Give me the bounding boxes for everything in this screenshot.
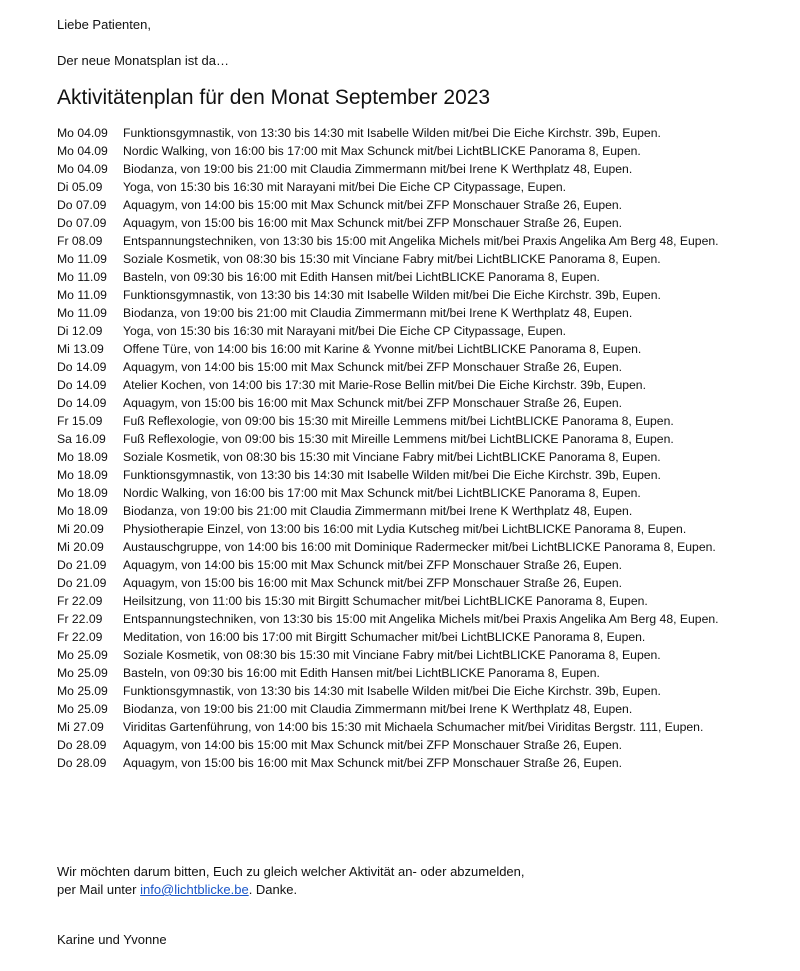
request-suffix: . Danke.: [248, 882, 298, 897]
entry-date: Mo 18.09: [57, 504, 108, 518]
greeting: Liebe Patienten,: [57, 17, 151, 32]
entry-description: Aquagym, von 14:00 bis 15:00 mit Max Schunck mit/bei ZFP Monschauer Straße 26, Eupen.: [123, 558, 623, 572]
entry-date: Mo 25.09: [57, 702, 108, 716]
schedule-entry: [57, 430, 777, 448]
entry-date: Mo 04.09: [57, 144, 108, 158]
entry-description: Fuß Reflexologie, von 09:00 bis 15:30 mit Mireille Lemmens mit/bei LichtBLICKE Panorama 8, Eupen.: [123, 414, 674, 428]
entry-date: Mi 20.09: [57, 522, 104, 536]
entry-date: Do 21.09: [57, 576, 107, 590]
entry-description: Biodanza, von 19:00 bis 21:00 mit Claudia Zimmermann mit/bei Irene K Werthplatz 48, Eupen.: [123, 702, 633, 716]
signature: Karine und Yvonne: [57, 932, 167, 947]
entry-date: Fr 22.09: [57, 630, 103, 644]
entry-description: Biodanza, von 19:00 bis 21:00 mit Claudia Zimmermann mit/bei Irene K Werthplatz 48, Eupen.: [123, 504, 633, 518]
entry-date: Mi 27.09: [57, 720, 104, 734]
entry-description: Basteln, von 09:30 bis 16:00 mit Edith Hansen mit/bei LichtBLICKE Panorama 8, Eupen.: [123, 270, 600, 284]
schedule-entry: [57, 268, 777, 286]
entry-date: Mo 18.09: [57, 486, 108, 500]
schedule-entry: [57, 466, 777, 484]
entry-date: Do 14.09: [57, 378, 107, 392]
entry-description: Physiotherapie Einzel, von 13:00 bis 16:00 mit Lydia Kutscheg mit/bei LichtBLICKE Panorama 8, Eupen.: [123, 522, 687, 536]
entry-date: Mi 20.09: [57, 540, 104, 554]
entry-description: Entspannungstechniken, von 13:30 bis 15:00 mit Angelika Michels mit/bei Praxis Angelika Am Berg 48, Eupen.: [123, 234, 719, 248]
entry-description: Atelier Kochen, von 14:00 bis 17:30 mit Marie-Rose Bellin mit/bei Die Eiche Kirchstr. 39b, Eupen.: [123, 378, 646, 392]
entry-date: Fr 15.09: [57, 414, 103, 428]
entry-date: Mo 04.09: [57, 126, 108, 140]
entry-description: Aquagym, von 14:00 bis 15:00 mit Max Schunck mit/bei ZFP Monschauer Straße 26, Eupen.: [123, 198, 623, 212]
entry-description: Fuß Reflexologie, von 09:00 bis 15:30 mit Mireille Lemmens mit/bei LichtBLICKE Panorama 8, Eupen.: [123, 432, 674, 446]
schedule-entry: [57, 412, 777, 430]
entry-description: Soziale Kosmetik, von 08:30 bis 15:30 mit Vinciane Fabry mit/bei LichtBLICKE Panorama 8, Eupen.: [123, 450, 661, 464]
schedule-entry: [57, 214, 777, 232]
schedule-entry: [57, 592, 777, 610]
entry-date: Fr 08.09: [57, 234, 103, 248]
schedule-entry: [57, 232, 777, 250]
entry-date: Di 12.09: [57, 324, 103, 338]
entry-description: Aquagym, von 14:00 bis 15:00 mit Max Schunck mit/bei ZFP Monschauer Straße 26, Eupen.: [123, 360, 623, 374]
entry-description: Aquagym, von 15:00 bis 16:00 mit Max Schunck mit/bei ZFP Monschauer Straße 26, Eupen.: [123, 396, 623, 410]
schedule-entry: [57, 610, 777, 628]
schedule-entry: [57, 556, 777, 574]
entry-description: Aquagym, von 14:00 bis 15:00 mit Max Schunck mit/bei ZFP Monschauer Straße 26, Eupen.: [123, 738, 623, 752]
entry-description: Offene Türe, von 14:00 bis 16:00 mit Karine & Yvonne mit/bei LichtBLICKE Panorama 8, Eupen.: [123, 342, 642, 356]
schedule-entry: [57, 682, 777, 700]
entry-date: Do 14.09: [57, 396, 107, 410]
entry-date: Mo 25.09: [57, 666, 108, 680]
entry-description: Meditation, von 16:00 bis 17:00 mit Birgitt Schumacher mit/bei LichtBLICKE Panorama 8, Eupen.: [123, 630, 646, 644]
entry-description: Funktionsgymnastik, von 13:30 bis 14:30 mit Isabelle Wilden mit/bei Die Eiche Kirchstr. 39b, Eupen.: [123, 468, 661, 482]
entry-date: Mo 11.09: [57, 270, 107, 284]
entry-description: Funktionsgymnastik, von 13:30 bis 14:30 mit Isabelle Wilden mit/bei Die Eiche Kirchstr. 39b, Eupen.: [123, 126, 661, 140]
entry-date: Mo 11.09: [57, 252, 107, 266]
schedule-entry: [57, 124, 777, 142]
schedule-entry: [57, 502, 777, 520]
schedule-entry: [57, 484, 777, 502]
entry-description: Aquagym, von 15:00 bis 16:00 mit Max Schunck mit/bei ZFP Monschauer Straße 26, Eupen.: [123, 756, 623, 770]
entry-date: Do 28.09: [57, 756, 107, 770]
entry-date: Do 21.09: [57, 558, 107, 572]
entry-description: Nordic Walking, von 16:00 bis 17:00 mit Max Schunck mit/bei LichtBLICKE Panorama 8, Eupen.: [123, 144, 641, 158]
entry-description: Heilsitzung, von 11:00 bis 15:30 mit Birgitt Schumacher mit/bei LichtBLICKE Panorama 8, Eupen.: [123, 594, 648, 608]
entry-description: Viriditas Gartenführung, von 14:00 bis 15:30 mit Michaela Schumacher mit/bei Viriditas Bergstr. 111, Eupen.: [123, 720, 704, 734]
schedule-entry: [57, 196, 777, 214]
schedule-entry: [57, 664, 777, 682]
entry-description: Biodanza, von 19:00 bis 21:00 mit Claudia Zimmermann mit/bei Irene K Werthplatz 48, Eupen.: [123, 162, 633, 176]
entry-date: Mo 11.09: [57, 288, 107, 302]
schedule-entry: [57, 394, 777, 412]
entry-date: Do 14.09: [57, 360, 107, 374]
schedule-entry: [57, 304, 777, 322]
schedule-entry: [57, 142, 777, 160]
schedule-entry: [57, 628, 777, 646]
footer-request: [57, 863, 777, 899]
schedule-entry: [57, 520, 777, 538]
request-line-2: [57, 881, 777, 899]
schedule-entry: [57, 322, 777, 340]
entry-date: Fr 22.09: [57, 612, 103, 626]
schedule-entry: [57, 160, 777, 178]
schedule-entry: [57, 340, 777, 358]
entry-description: Aquagym, von 15:00 bis 16:00 mit Max Schunck mit/bei ZFP Monschauer Straße 26, Eupen.: [123, 576, 623, 590]
activity-schedule: [57, 124, 777, 772]
entry-description: Basteln, von 09:30 bis 16:00 mit Edith Hansen mit/bei LichtBLICKE Panorama 8, Eupen.: [123, 666, 600, 680]
page-title: Aktivitätenplan für den Monat September 2023: [57, 86, 491, 109]
schedule-entry: [57, 646, 777, 664]
schedule-entry: [57, 286, 777, 304]
entry-description: Funktionsgymnastik, von 13:30 bis 14:30 mit Isabelle Wilden mit/bei Die Eiche Kirchstr. 39b, Eupen.: [123, 684, 661, 698]
entry-description: Biodanza, von 19:00 bis 21:00 mit Claudia Zimmermann mit/bei Irene K Werthplatz 48, Eupen.: [123, 306, 633, 320]
schedule-entry: [57, 574, 777, 592]
entry-description: Yoga, von 15:30 bis 16:30 mit Narayani mit/bei Die Eiche CP Citypassage, Eupen.: [123, 324, 567, 338]
schedule-entry: [57, 358, 777, 376]
schedule-entry: [57, 448, 777, 466]
entry-description: Soziale Kosmetik, von 08:30 bis 15:30 mit Vinciane Fabry mit/bei LichtBLICKE Panorama 8, Eupen.: [123, 252, 661, 266]
entry-description: Aquagym, von 15:00 bis 16:00 mit Max Schunck mit/bei ZFP Monschauer Straße 26, Eupen.: [123, 216, 623, 230]
entry-description: Soziale Kosmetik, von 08:30 bis 15:30 mit Vinciane Fabry mit/bei LichtBLICKE Panorama 8, Eupen.: [123, 648, 661, 662]
entry-description: Nordic Walking, von 16:00 bis 17:00 mit Max Schunck mit/bei LichtBLICKE Panorama 8, Eupen.: [123, 486, 641, 500]
schedule-entry: [57, 376, 777, 394]
request-line-1: Wir möchten darum bitten, Euch zu gleich welcher Aktivität an- oder abzumelden,: [57, 864, 525, 879]
schedule-entry: [57, 700, 777, 718]
entry-date: Do 07.09: [57, 198, 107, 212]
entry-date: Mo 18.09: [57, 468, 108, 482]
request-prefix: per Mail unter: [57, 882, 141, 897]
schedule-entry: [57, 754, 777, 772]
schedule-entry: [57, 538, 777, 556]
schedule-entry: [57, 718, 777, 736]
entry-date: Mo 25.09: [57, 648, 108, 662]
schedule-entry: [57, 736, 777, 754]
intro-text: Der neue Monatsplan ist da…: [57, 53, 229, 68]
entry-date: Sa 16.09: [57, 432, 106, 446]
entry-date: Do 07.09: [57, 216, 107, 230]
schedule-entry: [57, 250, 777, 268]
entry-date: Mo 11.09: [57, 306, 107, 320]
entry-date: Do 28.09: [57, 738, 107, 752]
entry-date: Mo 04.09: [57, 162, 108, 176]
entry-date: Fr 22.09: [57, 594, 103, 608]
entry-description: Funktionsgymnastik, von 13:30 bis 14:30 mit Isabelle Wilden mit/bei Die Eiche Kirchstr. 39b, Eupen.: [123, 288, 661, 302]
entry-date: Mo 18.09: [57, 450, 108, 464]
entry-date: Mo 25.09: [57, 684, 108, 698]
entry-description: Austauschgruppe, von 14:00 bis 16:00 mit Dominique Radermecker mit/bei LichtBLICKE Panorama 8, Eupen.: [123, 540, 716, 554]
entry-date: Di 05.09: [57, 180, 103, 194]
entry-description: Yoga, von 15:30 bis 16:30 mit Narayani mit/bei Die Eiche CP Citypassage, Eupen.: [123, 180, 567, 194]
entry-date: Mi 13.09: [57, 342, 104, 356]
entry-description: Entspannungstechniken, von 13:30 bis 15:00 mit Angelika Michels mit/bei Praxis Angelika Am Berg 48, Eupen.: [123, 612, 719, 626]
email-link[interactable]: info@lichtblicke.be: [140, 882, 249, 897]
schedule-entry: [57, 178, 777, 196]
